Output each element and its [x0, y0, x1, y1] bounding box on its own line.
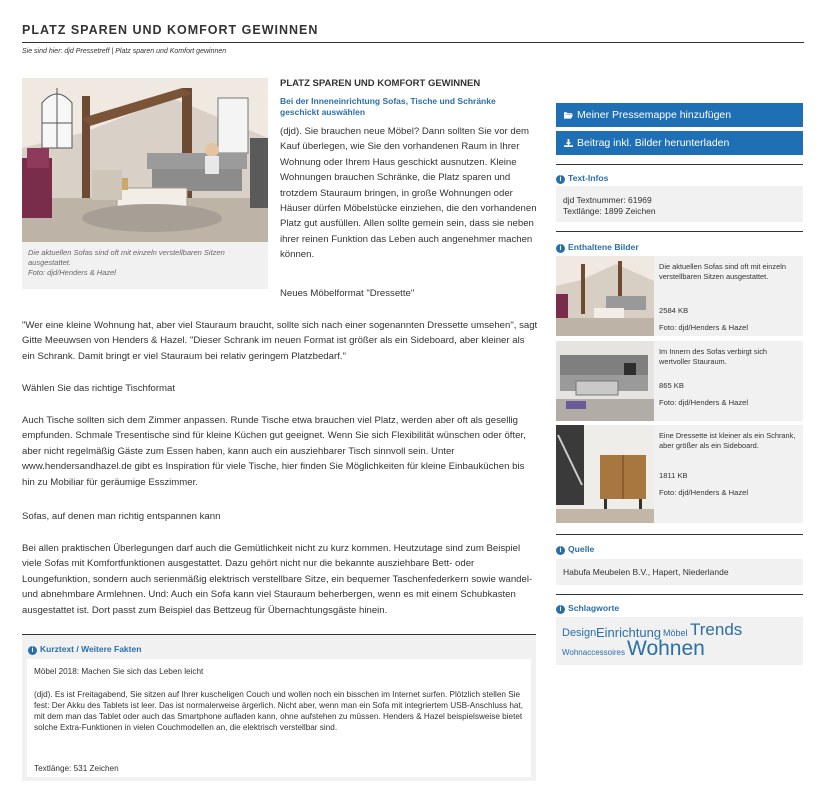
add-to-pressemappe-button[interactable] — [556, 103, 803, 127]
info-icon: i — [556, 605, 565, 614]
caption-line: Die aktuellen Sofas sind oft mit einzeln verstellbaren Sitzen — [28, 248, 225, 257]
sofa-photo-thumbnail[interactable] — [556, 256, 654, 336]
image-size: 1811 KB — [659, 471, 688, 480]
text-number: djd Textnummer: 61969 — [563, 195, 652, 205]
image-caption: Die aktuellen Sofas sind oft mit einzeln verstellbaren Sitzen ausgestattet. — [659, 262, 786, 281]
image-source: Foto: djd/Henders & Hazel — [659, 488, 749, 497]
facts-panel — [22, 634, 536, 781]
tag-link[interactable]: Einrichtung — [596, 625, 662, 640]
image-source: Foto: djd/Henders & Hazel — [659, 398, 749, 407]
images-title — [556, 242, 639, 253]
article-lead: (djd). Sie brauchen neue Möbel? Dann sollten Sie vor dem Kauf überlegen, wie Sie den vorhandenen Raum in Ihrer Wohnung oder Ihrem Haus geschickt ausnutzen. Kleine Wohnungen brauchen Schränke, die Platz sparen und trotzdem Stauraum bringen, in große Wohnungen oder Häuser dürfen Möbelstücke einziehen, die den vorhandenen Platz gut ausfüllen. Allen sollte gemein sein, dass sie neben ihrer reinen Funktion das Leben auch angenehmer machen können. — [280, 126, 537, 261]
living-room-photo[interactable] — [22, 78, 268, 242]
info-icon: i — [556, 244, 565, 253]
tag-link[interactable]: Wohnaccessoires — [562, 648, 625, 657]
article-paragraph: Auch Tische sollten sich dem Zimmer anpassen. Runde Tische etwa brauchen viel Platz, werden aber oft als gesellig empfunden. Schmale Tresentische sind für kleine Küchen gut geeignet. Wenn Sie sich Flexibilität wünschen oder öfter, aber nicht regelmäßig Gäste zum Essen haben, kann auch ein ausziehbarer Tisch sinnvoll sein. Unter www.hendersandhazel.de gibt es Inspiration für viele Tische, hier finden Sie Möglichkeiten für kleine Einbauküchen bis hin zu Mobiliar für geräumige Esszimmer. — [22, 415, 526, 488]
divider — [556, 534, 803, 535]
tags-title — [556, 603, 619, 614]
tag-link[interactable]: Wohnen — [627, 637, 705, 660]
image-item[interactable] — [556, 256, 803, 336]
image-item[interactable] — [556, 341, 803, 421]
divider — [556, 594, 803, 595]
images-label: Enthaltene Bilder — [568, 242, 639, 252]
image-item[interactable] — [556, 425, 803, 523]
tag-link[interactable]: Trends — [690, 620, 743, 639]
article-headline: PLATZ SPAREN UND KOMFORT GEWINNEN — [280, 78, 481, 89]
text-info-title — [556, 173, 608, 184]
article-paragraph: "Wer eine kleine Wohnung hat, aber viel Stauraum braucht, sollte sich nach einer sogenannten Dressette umsehen", sagt Gitte Meeuwsen von Henders & Hazel. "Dieser Schrank im neuen Format ist größer als ein Sideboard, aber kleiner als ein Schrank. Damit bringt er viel Stauraum bei relativ geringem Platzbedarf." — [22, 320, 538, 362]
breadcrumb: Sie sind hier: djd Pressetreff | Platz sparen und Komfort gewinnen — [22, 48, 227, 55]
facts-title-label: Kurztext / Weitere Fakten — [40, 644, 142, 654]
tag-link[interactable]: Möbel — [663, 628, 688, 638]
tags-label: Schlagworte — [568, 603, 620, 613]
sofa-storage-thumbnail[interactable] — [556, 341, 654, 421]
divider — [556, 164, 803, 165]
caption-credit: Foto: djd/Henders & Hazel — [28, 268, 116, 277]
tag-link[interactable]: Design — [562, 627, 597, 639]
section-heading: Wählen Sie das richtige Tischformat — [22, 383, 176, 394]
tag-cloud — [556, 617, 803, 665]
section-heading: Neues Möbelformat "Dressette" — [280, 288, 415, 299]
image-size: 865 KB — [659, 381, 684, 390]
info-icon: i — [556, 175, 565, 184]
section-heading: Sofas, auf denen man richtig entspannen kann — [22, 511, 221, 522]
download-label: Beitrag inkl. Bilder herunterladen — [577, 137, 730, 149]
facts-length: Textlänge: 531 Zeichen — [34, 764, 119, 773]
add-to-pressemappe-label: Meiner Pressemappe hinzufügen — [577, 109, 732, 121]
download-icon — [564, 139, 573, 147]
image-caption — [28, 248, 264, 278]
article-paragraph: Bei allen praktischen Überlegungen darf auch die Gemütlichkeit nicht zu kurz kommen. Heutzutage sind zum Beispiel viele Sofas mit Komfortfunktionen ausgestattet. Dazu gehört nicht nur die bekannte ausziehbare Bett- oder Loungefunktion, sondern auch serienmäßig elektrisch verstellbare Sitze, ein bequemer Taschenfederkern sowie wandel- und abnehmbare Armlehnen. Und: Auch ein Sofa kann viel Stauraum beherbergen, wenn es mit einem Schubkasten ausgestattet ist. Dort passt zum Beispiel das Bettzeug für Übernachtungsgäste hinein. — [22, 543, 533, 616]
caption-line: ausgestattet. — [28, 258, 71, 267]
text-info-label: Text-Infos — [568, 173, 609, 183]
info-icon: i — [556, 546, 565, 555]
image-source: Foto: djd/Henders & Hazel — [659, 323, 749, 332]
image-caption: Eine Dressette ist kleiner als ein Schrank, aber größer als ein Sideboard. — [659, 431, 796, 450]
facts-headline: Möbel 2018: Machen Sie sich das Leben leicht — [34, 667, 204, 676]
text-info-panel — [556, 186, 803, 222]
source-title — [556, 544, 594, 555]
divider — [556, 231, 803, 232]
source-panel — [556, 559, 803, 585]
page-title: PLATZ SPAREN UND KOMFORT GEWINNEN — [22, 23, 804, 43]
download-button[interactable] — [556, 131, 803, 155]
source-label: Quelle — [568, 544, 595, 554]
source-text: Habufa Meubelen B.V., Hapert, Niederlande — [563, 567, 729, 577]
article-subheadline: Bei der Inneneinrichtung Sofas, Tische und Schränke geschickt auswählen — [280, 96, 496, 117]
image-caption: Im Innern des Sofas verbirgt sich wertvoller Stauraum. — [659, 347, 768, 366]
dressette-thumbnail[interactable] — [556, 425, 654, 523]
folder-open-icon — [564, 111, 573, 119]
info-icon: i — [28, 646, 37, 655]
text-length: Textlänge: 1899 Zeichen — [563, 206, 656, 216]
facts-body: (djd). Es ist Freitagabend, Sie sitzen auf Ihrer kuscheligen Couch und wollen noch ein bisschen im Internet surfen. Plötzlich stellen Sie fest: Der Akku des Tablets ist leer. Das ist normalerweise ärgerlich. Nicht aber, wenn man ein Sofa mit integriertem USB-Anschluss hat, mit dem man das Tablet oder auch das Smartphone aufladen kann, ohne aufstehen zu müssen. Henders & Hazel beispielsweise bietet solche Extra-Funktionen in vielen Couchmodellen an, die elektrisch verstellbar sind. — [34, 690, 524, 732]
image-size: 2584 KB — [659, 306, 689, 315]
article-figure — [22, 78, 268, 289]
facts-content — [27, 659, 531, 777]
facts-title[interactable] — [28, 644, 141, 655]
